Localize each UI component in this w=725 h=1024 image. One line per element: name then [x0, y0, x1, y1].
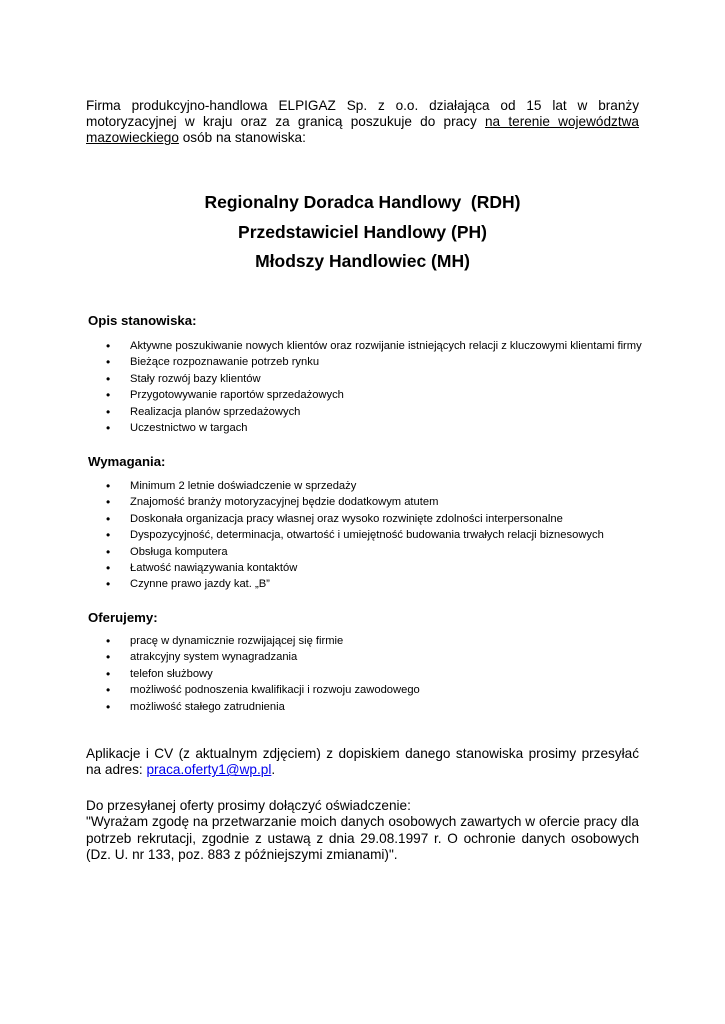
title-ph: Przedstawiciel Handlowy (PH) — [238, 221, 487, 242]
list-item: • Przygotowywanie raportów sprzedażowych — [88, 387, 642, 403]
application-paragraph — [86, 746, 639, 779]
list-item: • Łatwość nawiązywania kontaktów — [88, 560, 604, 576]
list-item: • Obsługa komputera — [88, 544, 604, 560]
intro-paragraph — [86, 98, 639, 147]
list-item: • pracę w dynamicznie rozwijającej się firmie — [88, 633, 420, 649]
intro-text-end: osób na stanowiska: — [178, 130, 306, 146]
list-item: • telefon służbowy — [88, 666, 420, 682]
list-item: • atrakcyjny system wynagradzania — [88, 649, 420, 665]
opis-list — [88, 338, 642, 436]
oferujemy-heading: Oferujemy: — [88, 610, 158, 625]
list-item: • Dyspozycyjność, determinacja, otwartość i umiejętność budowania trwałych relacji biznesowych — [88, 527, 604, 543]
list-item: • Doskonała organizacja pracy własnej oraz wysoko rozwinięte zdolności interpersonalne — [88, 511, 604, 527]
application-text-end: . — [271, 762, 276, 778]
wymagania-heading: Wymagania: — [88, 454, 166, 469]
list-item: • Minimum 2 letnie doświadczenie w sprzedaży — [88, 478, 604, 494]
region-underlined: na terenie województwa mazowieckiego — [86, 114, 639, 146]
consent-quote: "Wyrażam zgodę na przetwarzanie moich danych osobowych zawartych w ofercie pracy dla potrzeb rekrutacji, zgodnie z ustawą z dnia 29.08.1997 r. O ochronie danych osobowych (Dz. U. nr 133, poz. 883 z późniejszymi zmianami)". — [86, 814, 639, 862]
list-item: • Czynne prawo jazdy kat. „B” — [88, 576, 604, 592]
position-titles — [0, 188, 725, 277]
list-item: • możliwość podnoszenia kwalifikacji i rozwoju zawodowego — [88, 682, 420, 698]
list-item: • możliwość stałego zatrudnienia — [88, 699, 420, 715]
consent-section — [86, 798, 639, 863]
intro-text: Firma produkcyjno-handlowa ELPIGAZ Sp. z o.o. działająca od 15 lat w branży motoryzacyjnej w kraju oraz za granicą poszukuje do pracy — [86, 98, 639, 130]
title-rdh: Regionalny Doradca Handlowy (RDH) — [204, 192, 521, 212]
list-item: • Uczestnictwo w targach — [88, 420, 642, 436]
application-text: Aplikacje i CV (z aktualnym zdjęciem) z dopiskiem danego stanowiska prosimy przesyłać na adres: — [86, 746, 639, 778]
oferujemy-list — [88, 633, 420, 715]
list-item: • Realizacja planów sprzedażowych — [88, 404, 642, 420]
list-item: • Znajomość branży motoryzacyjnej będzie dodatkowym atutem — [88, 494, 604, 510]
consent-intro: Do przesyłanej oferty prosimy dołączyć oświadczenie: — [86, 798, 411, 813]
list-item: • Aktywne poszukiwanie nowych klientów oraz rozwijanie istniejących relacji z kluczowymi klientami firmy — [88, 338, 642, 354]
title-mh: Młodszy Handlowiec (MH) — [255, 251, 470, 271]
opis-heading: Opis stanowiska: — [88, 313, 197, 328]
email-link[interactable]: praca.oferty1@wp.pl — [146, 762, 272, 778]
list-item: • Stały rozwój bazy klientów — [88, 371, 642, 387]
wymagania-list — [88, 478, 604, 593]
list-item: • Bieżące rozpoznawanie potrzeb rynku — [88, 354, 642, 370]
